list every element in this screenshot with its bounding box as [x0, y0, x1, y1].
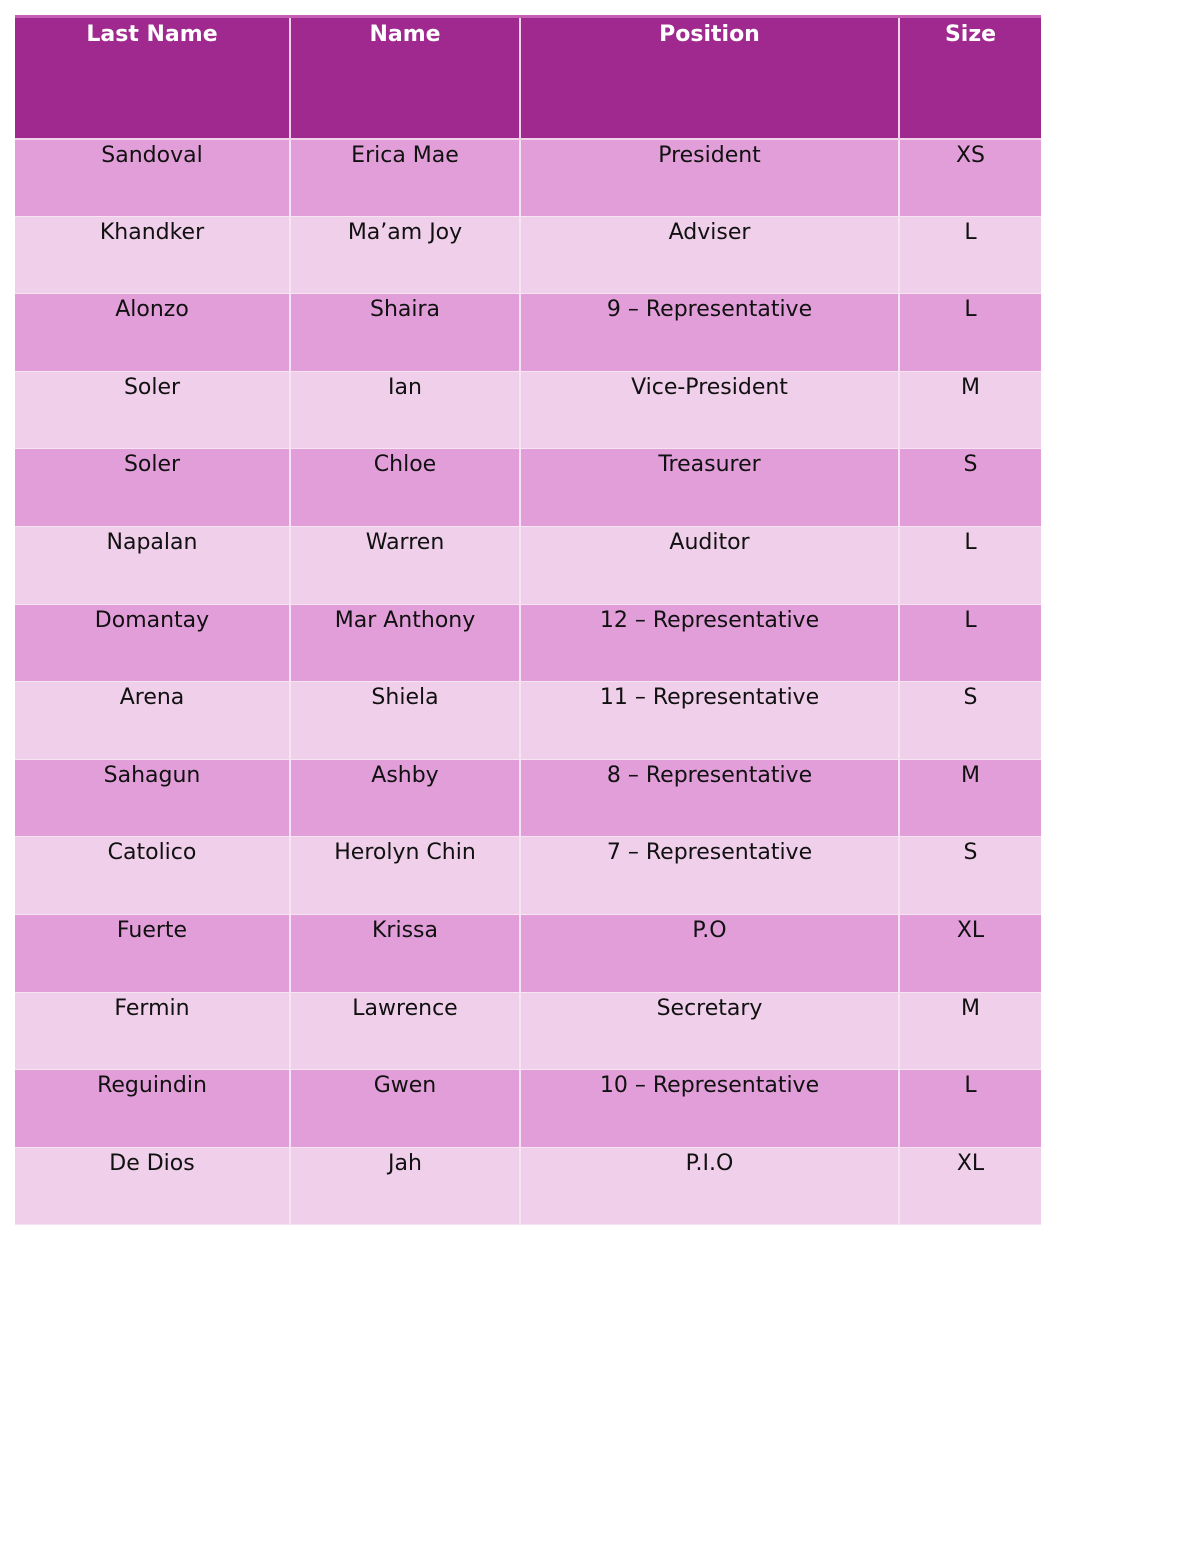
header-position: Position: [520, 17, 899, 139]
table-row: [15, 526, 1041, 604]
table-body: [15, 139, 1041, 1225]
last-name-cell: Reguindin: [15, 1070, 290, 1148]
position-cell: 9 – Representative: [520, 294, 899, 372]
name-cell: Erica Mae: [290, 139, 520, 217]
size-cell: L: [899, 294, 1041, 372]
last-name-cell: Sahagun: [15, 759, 290, 837]
position-cell: 7 – Representative: [520, 837, 899, 915]
last-name-cell: Catolico: [15, 837, 290, 915]
size-cell: M: [899, 759, 1041, 837]
size-cell: XS: [899, 139, 1041, 217]
table-row: [15, 371, 1041, 449]
name-cell: Warren: [290, 526, 520, 604]
position-cell: Adviser: [520, 216, 899, 294]
table-row: [15, 216, 1041, 294]
table-header: [15, 17, 1041, 139]
size-cell: L: [899, 216, 1041, 294]
size-cell: S: [899, 682, 1041, 760]
position-cell: 11 – Representative: [520, 682, 899, 760]
header-row: [15, 17, 1041, 139]
name-cell: Mar Anthony: [290, 604, 520, 682]
position-cell: P.O: [520, 914, 899, 992]
position-cell: 12 – Representative: [520, 604, 899, 682]
size-cell: L: [899, 604, 1041, 682]
header-size: Size: [899, 17, 1041, 139]
header-last-name: Last Name: [15, 17, 290, 139]
last-name-cell: De Dios: [15, 1147, 290, 1225]
table-row: [15, 139, 1041, 217]
size-cell: XL: [899, 1147, 1041, 1225]
size-cell: M: [899, 992, 1041, 1070]
position-cell: Treasurer: [520, 449, 899, 527]
last-name-cell: Alonzo: [15, 294, 290, 372]
size-cell: L: [899, 1070, 1041, 1148]
name-cell: Gwen: [290, 1070, 520, 1148]
name-cell: Lawrence: [290, 992, 520, 1070]
last-name-cell: Soler: [15, 371, 290, 449]
last-name-cell: Soler: [15, 449, 290, 527]
table-row: [15, 1147, 1041, 1225]
table-row: [15, 682, 1041, 760]
table-row: [15, 604, 1041, 682]
last-name-cell: Domantay: [15, 604, 290, 682]
size-cell: L: [899, 526, 1041, 604]
name-cell: Ian: [290, 371, 520, 449]
position-cell: 8 – Representative: [520, 759, 899, 837]
position-cell: Vice-President: [520, 371, 899, 449]
last-name-cell: Khandker: [15, 216, 290, 294]
name-cell: Shiela: [290, 682, 520, 760]
name-cell: Shaira: [290, 294, 520, 372]
size-cell: XL: [899, 914, 1041, 992]
name-cell: Chloe: [290, 449, 520, 527]
table-row: [15, 759, 1041, 837]
name-cell: Ma’am Joy: [290, 216, 520, 294]
position-cell: P.I.O: [520, 1147, 899, 1225]
last-name-cell: Sandoval: [15, 139, 290, 217]
name-cell: Krissa: [290, 914, 520, 992]
position-cell: President: [520, 139, 899, 217]
table-row: [15, 294, 1041, 372]
position-cell: Secretary: [520, 992, 899, 1070]
name-cell: Herolyn Chin: [290, 837, 520, 915]
name-cell: Ashby: [290, 759, 520, 837]
position-cell: Auditor: [520, 526, 899, 604]
roster-table: [15, 15, 1041, 1225]
size-cell: M: [899, 371, 1041, 449]
table-row: [15, 1070, 1041, 1148]
table-row: [15, 837, 1041, 915]
last-name-cell: Fuerte: [15, 914, 290, 992]
table-row: [15, 992, 1041, 1070]
table-row: [15, 914, 1041, 992]
table-row: [15, 449, 1041, 527]
last-name-cell: Arena: [15, 682, 290, 760]
name-cell: Jah: [290, 1147, 520, 1225]
size-cell: S: [899, 449, 1041, 527]
header-name: Name: [290, 17, 520, 139]
position-cell: 10 – Representative: [520, 1070, 899, 1148]
last-name-cell: Napalan: [15, 526, 290, 604]
last-name-cell: Fermin: [15, 992, 290, 1070]
size-cell: S: [899, 837, 1041, 915]
